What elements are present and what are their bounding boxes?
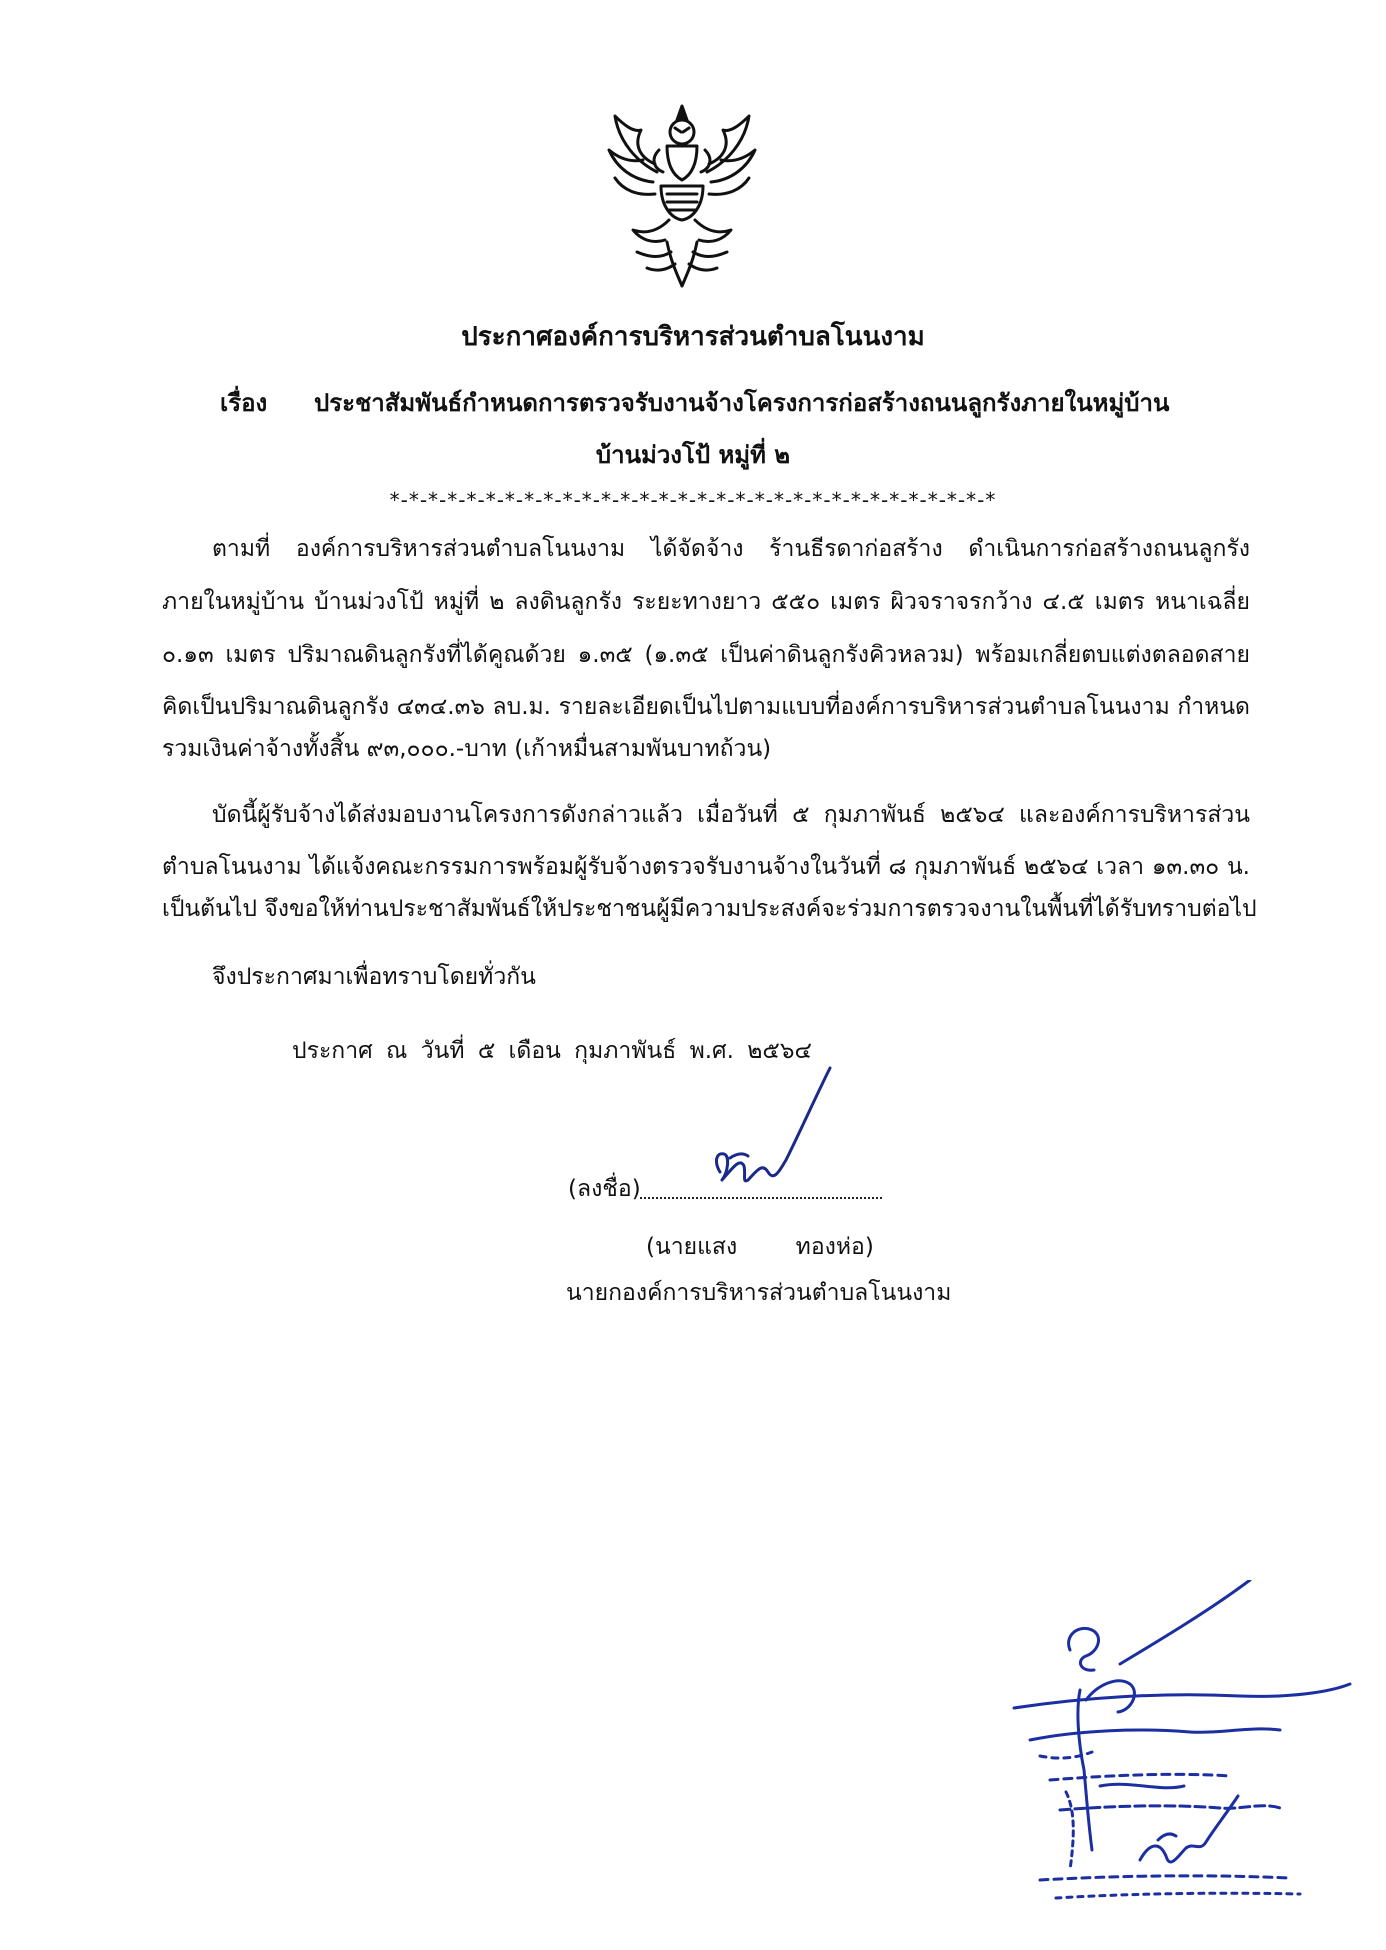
signer-position: นายกองค์การบริหารส่วนตำบลโนนงาม <box>566 1280 952 1306</box>
signature-dotted-line <box>640 1197 882 1199</box>
handwritten-signature-icon <box>690 1062 860 1212</box>
separator-line: *-*-*-*-*-*-*-*-*-*-*-*-*-*-*-*-*-*-*-*-*-*-*-*-*-*-*-*-*-*-*-* <box>389 488 997 512</box>
signer-name: (นายแสง ทองห่อ) <box>646 1234 874 1260</box>
closing-line: จึงประกาศมาเพื่อทราบโดยทั่วกัน <box>212 964 536 990</box>
corner-initials-stamp-icon <box>1000 1580 1370 1930</box>
announce-date: ประกาศ ณ วันที่ ๕ เดือน กุมภาพันธ์ พ.ศ. ๒๕๖๔ <box>292 1038 812 1064</box>
paragraph-2-line-2: ตำบลโนนงาม ได้แจ้งคณะกรรมการพร้อมผู้รับจ้างตรวจรับงานจ้างในวันที่ ๘ กุมภาพันธ์ ๒๕๖๔ เวลา ๑๓.๓๐ น. <box>162 854 1250 880</box>
subject-line-2: บ้านม่วงโป้ หมู่ที่ ๒ <box>595 441 791 469</box>
subject-label: เรื่อง <box>220 389 268 417</box>
paragraph-1-line-2: ภายในหมู่บ้าน บ้านม่วงโป้ หมู่ที่ ๒ ลงดินลูกรัง ระยะทางยาว ๕๕๐ เมตร ผิวจราจรกว้าง ๔.๕ เมตร หนาเฉลี่ย <box>162 589 1250 615</box>
paragraph-1-line-1: ตามที่ องค์การบริหารส่วนตำบลโนนงาม ได้จัดจ้าง ร้านธีรดาก่อสร้าง ดำเนินการก่อสร้างถนนลูกรัง <box>212 536 1250 562</box>
paragraph-1-line-3: ๐.๑๓ เมตร ปริมาณดินลูกรังที่ได้คูณด้วย ๑.๓๕ (๑.๓๕ เป็นค่าดินลูกรังคิวหลวม) พร้อมเกลี่ยตบแต่งตลอดสาย <box>162 642 1250 668</box>
paragraph-1-line-4: คิดเป็นปริมาณดินลูกรัง ๔๓๔.๓๖ ลบ.ม. รายละเอียดเป็นไปตามแบบที่องค์การบริหารส่วนตำบลโนนงาม กำหนด <box>162 694 1250 720</box>
subject-line-1: ประชาสัมพันธ์กำหนดการตรวจรับงานจ้างโครงการก่อสร้างถนนลูกรังภายในหมู่บ้าน <box>314 389 1170 417</box>
paragraph-2-line-1: บัดนี้ผู้รับจ้างได้ส่งมอบงานโครงการดังกล่าวแล้ว เมื่อวันที่ ๕ กุมภาพันธ์ ๒๕๖๔ และองค์การบริหารส่วน <box>212 802 1250 828</box>
garuda-emblem-icon <box>597 102 767 290</box>
signature-label: (ลงชื่อ) <box>568 1176 641 1202</box>
paragraph-2-line-3: เป็นต้นไป จึงขอให้ท่านประชาสัมพันธ์ให้ประชาชนผู้มีความประสงค์จะร่วมการตรวจงานในพื้นที่ได้รับทราบต่อไป <box>162 896 1257 922</box>
paragraph-1-line-5: รวมเงินค่าจ้างทั้งสิ้น ๙๓,๐๐๐.-บาท (เก้าหมื่นสามพันบาทถ้วน) <box>162 736 772 762</box>
document-title: ประกาศองค์การบริหารส่วนตำบลโนนงาม <box>461 322 925 352</box>
